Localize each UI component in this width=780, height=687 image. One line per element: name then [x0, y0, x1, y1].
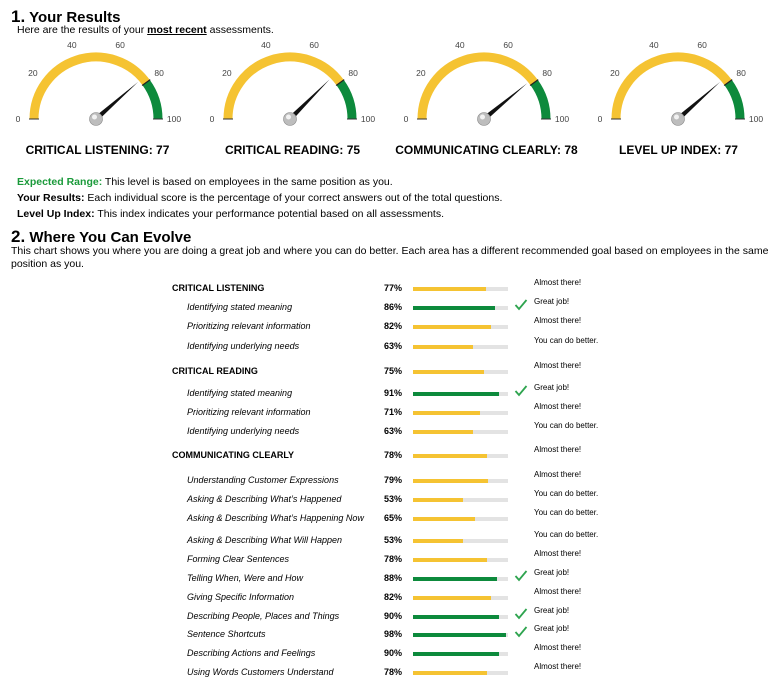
- skill-row: [0, 568, 780, 587]
- row-name: Describing People, Places and Things: [187, 611, 340, 621]
- row-status: Almost there!: [534, 316, 582, 325]
- note-label: Expected Range:: [17, 176, 103, 188]
- row-name: Asking & Describing What’s Happening Now: [187, 513, 364, 523]
- score-bar: [413, 652, 508, 656]
- score-bar-fill: [413, 671, 487, 675]
- gauge-arc-green: [728, 83, 740, 119]
- row-name: Using Words Customers Understand: [187, 667, 334, 677]
- score-bar: [413, 596, 508, 600]
- gauge-arc-green: [146, 83, 158, 119]
- row-percent: 82%: [384, 592, 403, 602]
- gauge-tick-label: 0: [209, 114, 215, 124]
- row-percent: 90%: [384, 648, 403, 658]
- row-percent: 53%: [384, 535, 403, 545]
- row-name: Asking & Describing What’s Happened: [187, 494, 342, 504]
- score-bar: [413, 411, 508, 415]
- score-bar: [413, 615, 508, 619]
- skill-row: [0, 662, 780, 681]
- section-2-heading: [11, 227, 191, 247]
- gauge-tick-label: 60: [115, 39, 125, 50]
- score-bar: [413, 370, 508, 374]
- score-bar: [413, 498, 508, 502]
- note-your-results: [17, 190, 502, 206]
- row-name: Identifying stated meaning: [187, 388, 293, 398]
- skill-row: [0, 421, 780, 440]
- gauge-tick-label: 80: [736, 68, 746, 79]
- row-status: Almost there!: [534, 587, 582, 596]
- score-bar-fill: [413, 345, 473, 349]
- row-status: Great job!: [534, 568, 570, 577]
- gauge: [597, 39, 764, 134]
- section-1-subtitle-tail: assessments.: [206, 24, 274, 36]
- row-name: COMMUNICATING CLEARLY: [172, 450, 294, 460]
- skill-row: [0, 316, 780, 335]
- score-bar: [413, 577, 508, 581]
- gauge-tick-label: 100: [360, 114, 376, 124]
- score-bar-fill: [413, 325, 491, 329]
- section-1-subtitle-emphasis: most recent: [147, 24, 207, 36]
- skill-row: [0, 336, 780, 355]
- row-name: Identifying underlying needs: [187, 426, 300, 436]
- gauge-hub-highlight: [674, 115, 679, 120]
- category-row: [0, 278, 780, 297]
- row-status: Great job!: [534, 606, 570, 615]
- row-percent: 75%: [384, 366, 403, 376]
- section-1-subtitle-text: Here are the results of your: [17, 24, 148, 36]
- gauge: [403, 39, 570, 134]
- score-bar: [413, 392, 508, 396]
- skill-row: [0, 587, 780, 606]
- gauge-label: LEVEL UP INDEX: 77: [619, 143, 738, 157]
- note-label: Level Up Index:: [17, 208, 95, 220]
- row-name: Forming Clear Sentences: [187, 554, 290, 564]
- gauge-tick-label: 80: [348, 68, 358, 79]
- skill-row: [0, 383, 780, 402]
- notes-block: [17, 174, 502, 222]
- row-name: Prioritizing relevant information: [187, 321, 311, 331]
- row-name: Prioritizing relevant information: [187, 407, 311, 417]
- gauge-tick-label: 40: [67, 39, 77, 50]
- score-bar: [413, 539, 508, 543]
- gauge-tick-label: 80: [154, 68, 164, 79]
- note-level-up-index: [17, 206, 502, 222]
- gauge-arc-yellow: [228, 57, 340, 119]
- category-row: [0, 445, 780, 464]
- section-2-number: 2.: [11, 227, 26, 246]
- score-bar: [413, 671, 508, 675]
- row-status: Almost there!: [534, 278, 582, 287]
- row-percent: 65%: [384, 513, 403, 523]
- gauge-tick-label: 0: [15, 114, 21, 124]
- row-status: Almost there!: [534, 402, 582, 411]
- check-icon: [514, 385, 528, 397]
- score-bar-fill: [413, 370, 484, 374]
- row-percent: 82%: [384, 321, 403, 331]
- row-name: Asking & Describing What Will Happen: [187, 535, 342, 545]
- gauge-tick-label: 20: [222, 68, 232, 79]
- row-name: Understanding Customer Expressions: [187, 475, 339, 485]
- row-percent: 90%: [384, 611, 403, 621]
- score-bar-fill: [413, 287, 486, 291]
- row-name: Sentence Shortcuts: [187, 629, 266, 639]
- score-bar: [413, 325, 508, 329]
- row-status: Almost there!: [534, 662, 582, 671]
- gauge-arc-yellow: [34, 57, 146, 119]
- section-1-title: Your Results: [29, 9, 121, 26]
- row-status: Great job!: [534, 383, 570, 392]
- note-text: This index indicates your performance potential based on all assessments.: [94, 208, 445, 220]
- row-name: Identifying stated meaning: [187, 302, 293, 312]
- gauge-tick-label: 0: [403, 114, 409, 124]
- row-percent: 86%: [384, 302, 403, 312]
- category-row: [0, 361, 780, 380]
- score-bar-fill: [413, 517, 475, 521]
- gauge-tick-label: 80: [542, 68, 552, 79]
- gauge-label: COMMUNICATING CLEARLY: 78: [395, 143, 578, 157]
- row-name: Giving Specific Information: [187, 592, 295, 602]
- score-bar-fill: [413, 539, 463, 543]
- row-status: You can do better.: [534, 530, 599, 539]
- check-icon: [514, 626, 528, 638]
- note-text: Each individual score is the percentage of your correct answers out of the total questions.: [84, 192, 503, 204]
- skill-row: [0, 297, 780, 316]
- score-bar: [413, 633, 508, 637]
- score-bar: [413, 430, 508, 434]
- row-percent: 63%: [384, 426, 403, 436]
- row-status: Almost there!: [534, 549, 582, 558]
- row-percent: 78%: [384, 554, 403, 564]
- note-label: Your Results:: [17, 192, 85, 204]
- score-bar-fill: [413, 633, 506, 637]
- gauge-arc-green: [534, 83, 546, 119]
- gauge-tick-label: 40: [649, 39, 659, 50]
- row-name: CRITICAL LISTENING: [172, 283, 265, 293]
- row-status: Great job!: [534, 624, 570, 633]
- score-bar-fill: [413, 430, 473, 434]
- gauge-tick-label: 100: [748, 114, 764, 124]
- row-status: You can do better.: [534, 508, 599, 517]
- note-text: This level is based on employees in the same position as you.: [102, 176, 393, 188]
- gauge-hub-highlight: [480, 115, 485, 120]
- section-2-subtitle: This chart shows you where you are doing a great job and where you can do better. Each area has a different recommended goal based on employees in the same position as you.: [11, 245, 769, 270]
- gauge-arc-green: [340, 83, 352, 119]
- row-status: You can do better.: [534, 489, 599, 498]
- gauge-tick-label: 100: [554, 114, 570, 124]
- row-name: Identifying underlying needs: [187, 341, 300, 351]
- check-icon: [514, 608, 528, 620]
- row-percent: 63%: [384, 341, 403, 351]
- row-percent: 79%: [384, 475, 403, 485]
- gauge-tick-label: 20: [416, 68, 426, 79]
- score-bar-fill: [413, 558, 487, 562]
- skill-row: [0, 643, 780, 662]
- section-2-title: Where You Can Evolve: [29, 229, 192, 246]
- section-1-subtitle: [17, 24, 274, 36]
- row-status: Almost there!: [534, 470, 582, 479]
- row-percent: 78%: [384, 450, 403, 460]
- gauge-tick-label: 0: [597, 114, 603, 124]
- score-bar-fill: [413, 577, 497, 581]
- gauge: [15, 39, 182, 134]
- row-percent: 71%: [384, 407, 403, 417]
- gauge-tick-label: 40: [455, 39, 465, 50]
- score-bar-fill: [413, 479, 488, 483]
- score-bar: [413, 345, 508, 349]
- row-status: Almost there!: [534, 361, 582, 370]
- gauge-hub-highlight: [92, 115, 97, 120]
- gauge-arc-yellow: [616, 57, 728, 119]
- gauge-label: CRITICAL READING: 75: [224, 143, 361, 157]
- row-name: Telling When, Were and How: [187, 573, 304, 583]
- score-bar-fill: [413, 454, 487, 458]
- row-percent: 88%: [384, 573, 403, 583]
- skill-row: [0, 530, 780, 549]
- score-bar: [413, 517, 508, 521]
- row-status: Almost there!: [534, 643, 582, 652]
- score-bar-fill: [413, 411, 480, 415]
- skill-row: [0, 624, 780, 643]
- section-1-number: 1.: [11, 7, 26, 26]
- check-icon: [514, 299, 528, 311]
- row-status: Almost there!: [534, 445, 582, 454]
- score-bar-fill: [413, 596, 491, 600]
- score-bar: [413, 558, 508, 562]
- skill-row: [0, 508, 780, 527]
- check-icon: [514, 570, 528, 582]
- row-name: CRITICAL READING: [172, 366, 258, 376]
- gauge: [209, 39, 376, 134]
- score-bar: [413, 306, 508, 310]
- skill-row: [0, 489, 780, 508]
- skill-row: [0, 402, 780, 421]
- gauge-arc-yellow: [422, 57, 534, 119]
- skill-row: [0, 549, 780, 568]
- row-percent: 53%: [384, 494, 403, 504]
- score-bar-fill: [413, 306, 495, 310]
- score-bar: [413, 287, 508, 291]
- row-status: You can do better.: [534, 421, 599, 430]
- score-bar-fill: [413, 652, 499, 656]
- row-percent: 98%: [384, 629, 403, 639]
- score-bar-fill: [413, 615, 499, 619]
- score-bar: [413, 479, 508, 483]
- gauge-tick-label: 100: [166, 114, 182, 124]
- row-status: You can do better.: [534, 336, 599, 345]
- gauge-label: CRITICAL LISTENING: 77: [25, 143, 170, 157]
- score-bar-fill: [413, 498, 463, 502]
- skill-row: [0, 470, 780, 489]
- row-percent: 77%: [384, 283, 403, 293]
- gauge-tick-label: 20: [28, 68, 38, 79]
- row-percent: 78%: [384, 667, 403, 677]
- row-status: Great job!: [534, 297, 570, 306]
- gauge-tick-label: 60: [503, 39, 513, 50]
- gauge-tick-label: 40: [261, 39, 271, 50]
- score-bar-fill: [413, 392, 499, 396]
- score-bar: [413, 454, 508, 458]
- row-percent: 91%: [384, 388, 403, 398]
- gauge-tick-label: 60: [309, 39, 319, 50]
- gauge-tick-label: 20: [610, 68, 620, 79]
- note-expected-range: [17, 174, 502, 190]
- row-name: Describing Actions and Feelings: [187, 648, 316, 658]
- gauge-tick-label: 60: [697, 39, 707, 50]
- gauge-hub-highlight: [286, 115, 291, 120]
- skill-row: [0, 606, 780, 625]
